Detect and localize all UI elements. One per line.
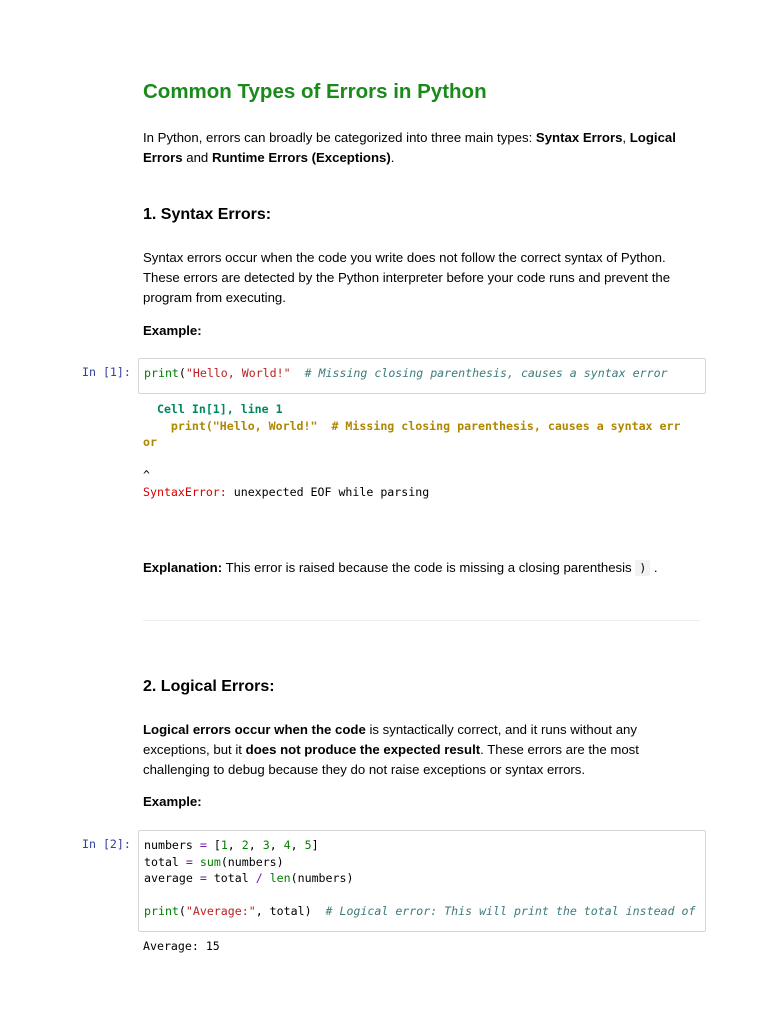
section-divider bbox=[143, 620, 700, 621]
code-op: = bbox=[178, 854, 200, 869]
logical-bold-2: does not produce the expected result bbox=[245, 742, 481, 757]
code-var: numbers bbox=[144, 838, 193, 852]
code-fn: print bbox=[144, 904, 179, 918]
code-cell[interactable] bbox=[138, 830, 706, 932]
code-number: 4 bbox=[283, 838, 291, 852]
error-output bbox=[143, 401, 680, 500]
code-op: = bbox=[192, 871, 214, 885]
error-code-line: print("Hello, World!" # Missing closing parenthesis, causes a syntax err bbox=[143, 418, 681, 433]
code-comment: # Missing closing parenthesis, causes a syntax error bbox=[304, 366, 668, 380]
output-line: Average: 15 bbox=[143, 939, 220, 953]
logical-bold-1: Logical errors occur when the code bbox=[143, 722, 366, 737]
intro-text: In Python, errors can broadly be categorized into three main types: bbox=[143, 130, 536, 145]
explanation-label: Explanation: bbox=[143, 560, 223, 575]
code-fn: sum bbox=[199, 854, 221, 869]
code-paren: ( bbox=[178, 904, 186, 918]
example-label: Example: bbox=[143, 794, 202, 809]
code-arg: (numbers) bbox=[290, 871, 354, 885]
code-line bbox=[144, 903, 700, 920]
intro-runtime-errors: Runtime Errors (Exceptions) bbox=[211, 150, 391, 165]
logical-errors-paragraph bbox=[143, 720, 703, 780]
explanation-text: This error is raised because the code is missing a closing parenthesis bbox=[222, 560, 636, 575]
code-bracket: [ bbox=[213, 838, 221, 852]
code-comma: , bbox=[248, 838, 263, 852]
syntax-errors-paragraph: Syntax errors occur when the code you write does not follow the correct syntax of Python. These errors are detected by the Python interpreter before your code runs and prevent the program from executing. bbox=[143, 250, 671, 305]
syntax-errors-heading: 1. Syntax Errors: bbox=[143, 206, 272, 223]
code-var: total bbox=[213, 871, 249, 885]
error-cell-line: Cell In[1], line 1 bbox=[143, 402, 283, 416]
explanation-end: . bbox=[650, 560, 658, 575]
cell-prompt: In [1]: bbox=[82, 365, 131, 379]
error-code-wrap: or bbox=[143, 435, 157, 449]
code-op: / bbox=[248, 871, 270, 885]
code-blank-line bbox=[144, 887, 700, 904]
code-fn: print bbox=[144, 366, 179, 380]
code-cell[interactable] bbox=[138, 358, 706, 394]
intro-syntax-errors: Syntax Errors bbox=[535, 130, 623, 145]
cell-prompt: In [2]: bbox=[82, 837, 131, 851]
code-arg: (numbers) bbox=[220, 854, 284, 869]
logical-text-1: is syntactically correct, and it runs without any exceptions, but it bbox=[143, 722, 637, 757]
code-line bbox=[144, 365, 700, 382]
code-number: 5 bbox=[304, 838, 312, 852]
code-fn: len bbox=[269, 871, 291, 885]
intro-sep: , bbox=[622, 130, 630, 145]
explanation-paragraph bbox=[143, 558, 703, 578]
code-number: 3 bbox=[262, 838, 270, 852]
intro-end: . bbox=[390, 150, 395, 165]
cell-output bbox=[143, 938, 220, 955]
example-label: Example: bbox=[143, 323, 202, 338]
code-string: "Average:" bbox=[185, 904, 256, 918]
code-space bbox=[291, 366, 305, 380]
code-var: average bbox=[144, 871, 193, 885]
logical-errors-heading: 2. Logical Errors: bbox=[143, 678, 275, 695]
code-number: 1 bbox=[220, 838, 228, 852]
error-message: unexpected EOF while parsing bbox=[226, 484, 430, 499]
code-paren: ( bbox=[178, 366, 186, 380]
intro-sep: and bbox=[182, 150, 212, 165]
code-bracket: ] bbox=[311, 838, 319, 852]
code-comma: , bbox=[227, 838, 242, 852]
error-message-line bbox=[143, 484, 680, 501]
code-op: = bbox=[192, 838, 214, 852]
page-title: Common Types of Errors in Python bbox=[143, 80, 487, 103]
error-spacer bbox=[143, 451, 680, 468]
logical-text-2: . These errors are the most challenging to debug because they do not raise exceptions or syntax errors. bbox=[143, 742, 639, 777]
code-line bbox=[144, 870, 700, 887]
error-caret: ^ bbox=[143, 468, 150, 482]
code-comment: # Logical error: This will print the total instead of bbox=[325, 904, 696, 918]
code-comma: , bbox=[290, 838, 305, 852]
inline-code: ) bbox=[635, 560, 650, 576]
error-name: SyntaxError: bbox=[143, 484, 227, 499]
code-var: total bbox=[144, 854, 179, 869]
code-comma: , bbox=[269, 838, 284, 852]
code-number: 2 bbox=[241, 838, 249, 852]
intro-logical-errors: Logical Errors bbox=[143, 130, 676, 165]
code-string: "Hello, World!" bbox=[185, 366, 291, 380]
code-line bbox=[144, 854, 700, 871]
code-arg: , total) bbox=[255, 904, 326, 918]
intro-paragraph bbox=[143, 128, 703, 168]
code-line bbox=[144, 837, 700, 854]
